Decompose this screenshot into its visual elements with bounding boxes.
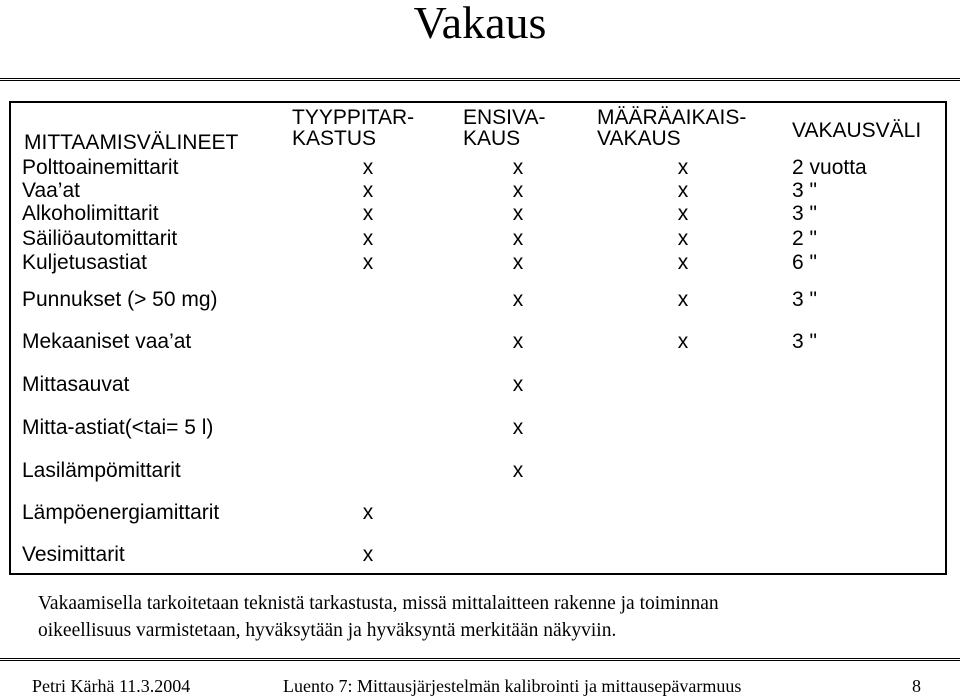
cell-periodic: x: [677, 179, 689, 202]
cell-first: x: [512, 179, 524, 202]
cell-periodic: x: [677, 251, 689, 274]
footer-lecture-title: Luento 7: Mittausjärjestelmän kalibrointi ja mittausepävarmuus: [283, 676, 742, 696]
header-periodic-line2: VAKAUS: [597, 127, 681, 150]
cell-first: x: [512, 227, 524, 250]
cell-interval: 3 ": [792, 202, 817, 225]
cell-periodic: x: [677, 202, 689, 225]
cell-type: x: [362, 202, 374, 225]
footer-author-date: Petri Kärhä 11.3.2004: [32, 676, 191, 696]
definition-note-line2: oikeellisuus varmistetaan, hyväksytään ja hyväksyntä merkitään näkyviin.: [38, 620, 617, 641]
header-first-line1: ENSIVA-: [463, 106, 546, 129]
header-periodic-line1: MÄÄRÄAIKAIS-: [597, 106, 747, 129]
cell-type: x: [362, 179, 374, 202]
row-name: Polttoainemittarit: [22, 156, 179, 179]
top-divider: [0, 78, 960, 81]
footer-page-number: 8: [912, 676, 921, 696]
definition-note-line1: Vakaamisella tarkoitetaan teknistä tarkastusta, missä mittalaitteen rakenne ja toiminnan: [38, 593, 719, 614]
row-name: Alkoholimittarit: [22, 202, 159, 225]
bottom-divider: [0, 658, 960, 661]
header-type-line1: TYYPPITAR-: [292, 106, 415, 129]
row-name: Säiliöautomittarit: [22, 227, 178, 250]
row-name: Punnukset (> 50 mg): [22, 288, 218, 311]
row-name: Kuljetusastiat: [22, 251, 147, 274]
cell-first: x: [512, 373, 524, 396]
row-name: Vesimittarit: [22, 543, 125, 566]
cell-type: x: [362, 501, 374, 524]
cell-first: x: [512, 459, 524, 482]
cell-first: x: [512, 288, 524, 311]
cell-periodic: x: [677, 227, 689, 250]
cell-periodic: x: [677, 156, 689, 179]
cell-periodic: x: [677, 330, 689, 353]
header-instruments: MITTAAMISVÄLINEET: [24, 131, 239, 154]
slide-title: Vakaus: [413, 0, 547, 48]
header-type-line2: KASTUS: [292, 127, 377, 150]
header-interval: VAKAUSVÄLI: [792, 119, 922, 142]
cell-interval: 3 ": [792, 179, 817, 202]
row-name: Vaa’at: [22, 179, 80, 202]
cell-type: x: [362, 251, 374, 274]
cell-first: x: [512, 330, 524, 353]
row-name: Mekaaniset vaa’at: [22, 330, 192, 353]
cell-interval: 3 ": [792, 330, 817, 353]
cell-periodic: x: [677, 288, 689, 311]
row-name: Mittasauvat: [22, 373, 130, 396]
cell-type: x: [362, 156, 374, 179]
cell-interval: 2 ": [792, 227, 817, 250]
cell-type: x: [362, 227, 374, 250]
cell-first: x: [512, 416, 524, 439]
cell-type: x: [362, 543, 374, 566]
row-name: Lämpöenergiamittarit: [22, 501, 220, 524]
cell-interval: 3 ": [792, 288, 817, 311]
header-first-line2: KAUS: [463, 127, 521, 150]
cell-first: x: [512, 202, 524, 225]
row-name: Mitta-astiat(<tai= 5 l): [22, 416, 214, 439]
cell-first: x: [512, 156, 524, 179]
cell-interval: 6 ": [792, 251, 817, 274]
cell-interval: 2 vuotta: [792, 156, 867, 179]
cell-first: x: [512, 251, 524, 274]
row-name: Lasilämpömittarit: [22, 459, 181, 482]
